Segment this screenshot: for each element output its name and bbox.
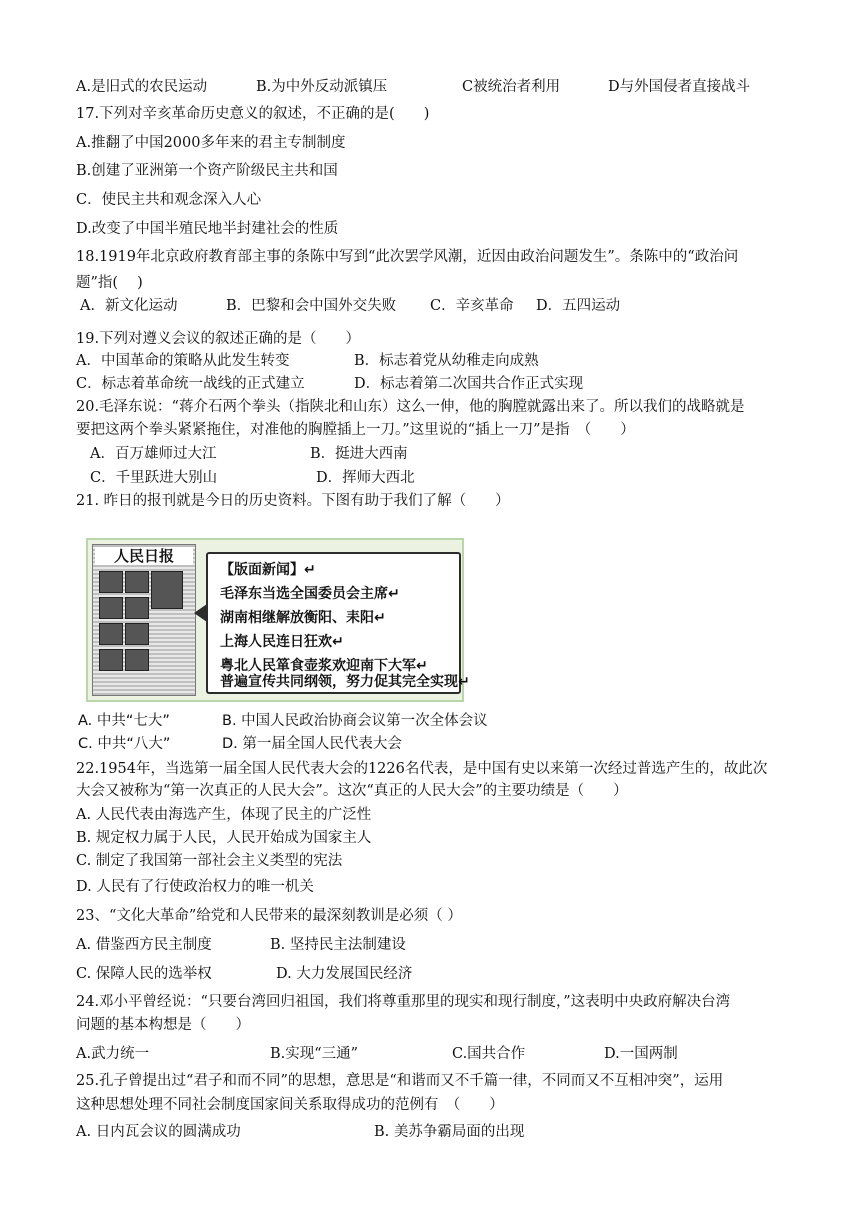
newspaper-photo [125,623,149,645]
q24-option-a: A.武力统一 [76,1046,150,1062]
q20-option-a: A．百万雄师过大江 [90,446,217,462]
q18-option-b: B．巴黎和会中国外交失败 [226,298,397,314]
q22-option-c: C. 制定了我国第一部社会主义类型的宪法 [76,853,343,869]
q25-stem-line2: 这种思想处理不同社会制度国家间关系取得成功的范例有 （ ） [76,1097,504,1113]
newspaper-photo [151,571,183,609]
q16-option-d: D与外国侵者直接战斗 [608,79,751,95]
news-headline: 湖南相继解放衡阳、耒阳↵ [220,610,386,626]
news-headline: 上海人民连日狂欢↵ [220,634,344,650]
newspaper-photo [125,571,149,593]
q24-stem-line1: 24.邓小平曾经说：“只要台湾回归祖国，我们将尊重那里的现实和现行制度，”这表明中央政府解决台湾 [76,994,731,1010]
news-headline: 毛泽东当选全国委员会主席↵ [220,586,400,602]
q19-option-c: C．标志着革命统一战线的正式建立 [76,376,305,392]
q25-stem-line1: 25.孔子曾提出过“君子和而不同”的思想，意思是“和谐而又不千篇一律，不同而又不互相冲突”，运用 [76,1073,724,1089]
q18-option-c: C．辛亥革命 [430,298,514,314]
q20-option-c: C．千里跃进大别山 [90,470,218,486]
q20-option-d: D．挥师大西北 [316,470,415,486]
q23-stem: 23、“文化大革命”给党和人民带来的最深刻教训是必须（ ） [76,908,462,924]
q19-stem: 19.下列对遵义会议的叙述正确的是（ ） [76,331,361,347]
news-callout-title: 【版面新闻】↵ [220,562,316,578]
news-headline: 粤北人民箪食壶浆欢迎南下大军↵ [220,658,428,674]
q23-option-b: B. 坚持民主法制建设 [270,937,406,953]
q21-option-b: B. 中国人民政治协商会议第一次全体会议 [222,713,488,729]
q18-stem-line2: 题”指( ) [76,275,143,291]
newspaper-photo [99,597,123,619]
q21-option-c: C. 中共“八大” [78,736,171,752]
q22-stem-line1: 22.1954年，当选第一届全国人民代表大会的1226名代表，是中国有史以来第一次经过普选产生的，故此次 [76,761,768,777]
q18-option-a: A．新文化运动 [80,298,178,314]
q17-option-b: B.创建了亚洲第一个资产阶级民主共和国 [76,163,338,179]
q23-option-a: A. 借鉴西方民主制度 [76,937,212,953]
newspaper-figure [86,538,470,702]
newspaper-photo [99,623,123,645]
q18-stem-line1: 18.1919年北京政府教育部主事的条陈中写到“此次罢学风潮，近因由政治问题发生”。条陈中的“政治问 [76,249,739,265]
q25-option-b: B. 美苏争霸局面的出现 [374,1124,525,1140]
q22-option-d: D. 人民有了行使政治权力的唯一机关 [76,879,314,895]
q24-option-d: D.一国两制 [604,1046,678,1062]
newspaper-photo [125,597,149,619]
q19-option-b: B．标志着党从幼稚走向成熟 [354,353,539,369]
q23-option-c: C. 保障人民的选举权 [76,966,212,982]
q17-option-c: C．使民主共和观念深入人心 [76,192,262,208]
newspaper-photo [125,649,149,671]
q24-stem-line2: 问题的基本构想是（ ） [76,1017,250,1033]
news-headline: 普遍宣传共同纲领，努力促其完全实现↵ [220,674,470,690]
q20-option-b: B．挺进大西南 [310,446,408,462]
q22-stem-line2: 大会又被称为“第一次真正的人民大会”。这次“真正的人民大会”的主要功绩是（ ） [76,783,628,799]
q21-option-a: A. 中共“七大” [78,713,170,729]
newspaper-masthead: 人民日报 [95,547,193,565]
q16-option-a: A.是旧式的农民运动 [76,79,208,95]
q22-option-a: A. 人民代表由海选产生，体现了民主的广泛性 [76,807,372,823]
q22-option-b: B. 规定权力属于人民，人民开始成为国家主人 [76,830,372,846]
q20-stem-line1: 20.毛泽东说：“蒋介石两个拳头（指陕北和山东）这么一伸，他的胸膛就露出来了。所以我们的战略就是 [76,399,745,415]
q19-option-a: A．中国革命的策略从此发生转变 [76,353,290,369]
newspaper-page-image [92,544,196,696]
q25-option-a: A. 日内瓦会议的圆满成功 [76,1124,241,1140]
q24-option-c: C.国共合作 [452,1046,526,1062]
q17-stem: 17.下列对辛亥革命历史意义的叙述，不正确的是( ) [76,106,430,122]
q16-option-c: C被统治者利用 [462,79,561,95]
newspaper-photo [99,571,123,593]
q24-option-b: B.实现“三通” [270,1046,359,1062]
q21-option-d: D. 第一届全国人民代表大会 [222,736,402,752]
q21-stem: 21. 昨日的报刊就是今日的历史资料。下图有助于我们了解（ ） [76,493,510,509]
q16-option-b: B.为中外反动派镇压 [256,79,388,95]
q20-stem-line2: 要把这两个拳头紧紧拖住，对准他的胸膛插上一刀。”这里说的“插上一刀”是指 （ ） [76,422,635,438]
q23-option-d: D. 大力发展国民经济 [276,966,413,982]
newspaper-photo [99,649,123,671]
q17-option-a: A.推翻了中国2000多年来的君主专制制度 [76,135,346,151]
q19-option-d: D．标志着第二次国共合作正式实现 [354,376,584,392]
news-callout-box [206,552,470,694]
q17-option-d: D.改变了中国半殖民地半封建社会的性质 [76,221,339,237]
q18-option-d: D．五四运动 [536,298,621,314]
